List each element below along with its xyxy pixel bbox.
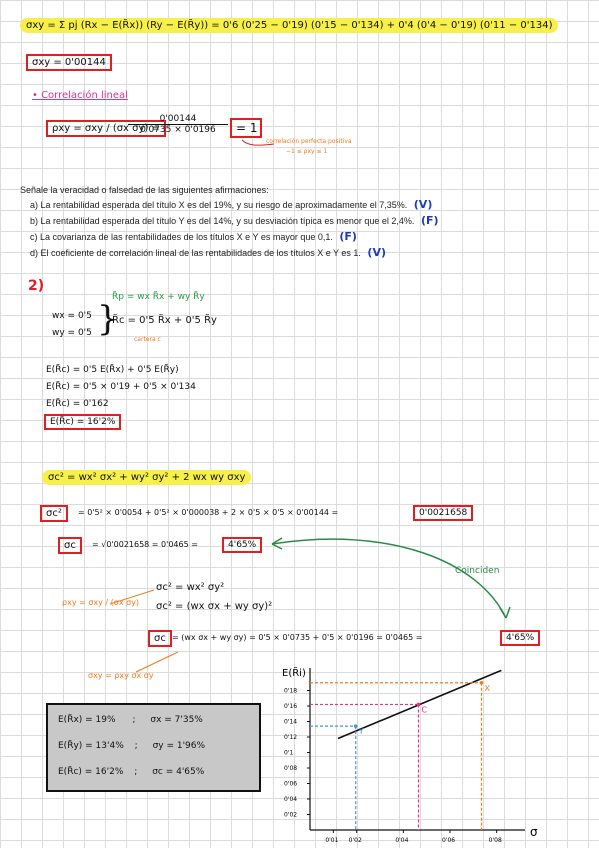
weight-x: wx = 0'5	[52, 311, 92, 321]
true-false-question	[20, 182, 580, 262]
x-axis-label: σ	[530, 825, 538, 839]
expected-line: E(R̃c) = 0'5 E(R̃x) + 0'5 E(R̃y)	[46, 365, 179, 375]
portfolio-formula: R̃p = wx R̃x + wy R̃y	[112, 292, 205, 302]
question-letter: c)	[30, 232, 38, 242]
variance-formula	[42, 472, 251, 483]
question-text: La rentabilidad esperada del título X es del 19%, y su riesgo de aproximadamente el 7,35%.	[40, 200, 408, 210]
y-tick-label: 0'12	[284, 734, 298, 741]
cov-note: σxy = ρxy σx σy	[88, 671, 154, 680]
summary-sd: σc = 4'65%	[152, 767, 205, 777]
y-tick-label: 0'02	[284, 811, 298, 819]
efficient-frontier-chart	[270, 660, 560, 844]
variance-formula-text: σc² = wx² σx² + wy² σy² + 2 wx wy σxy	[42, 470, 251, 485]
data-point-label: C	[421, 705, 428, 715]
question-item	[20, 198, 580, 211]
x-tick-label: 0'08	[488, 837, 502, 844]
correlation-heading: • Correlación lineal	[32, 90, 128, 101]
correlation-note-line1: correlación perfecta positiva	[266, 138, 352, 145]
correlation-result: = 1	[230, 118, 262, 138]
variance-result: 0'0021658	[413, 505, 473, 521]
correlation-note-arrow	[238, 138, 278, 152]
summary-row: E(R̃y) = 13'4% ; σy = 1'96%	[58, 741, 206, 751]
coinciden-label: Coinciden	[455, 566, 500, 576]
question-text: El coeficiente de correlación lineal de las rentabilidades de los títulos X e Y es 1.	[40, 248, 361, 258]
y-tick-label: 0'06	[284, 780, 298, 788]
correlation-denominator: 0'0735 × 0'0196	[140, 125, 216, 135]
perfect-variance-line2: σc² = (wx σx + wy σy)²	[156, 601, 273, 612]
summary-mean: E(R̃c) = 16'2%	[58, 767, 124, 777]
data-point-label: Y	[358, 727, 364, 737]
correlation-lhs: ρxy = σxy / (σx σy) =	[46, 120, 166, 137]
y-tick-label: 0'14	[284, 718, 298, 726]
covariance-formula-text: σxy = Σ pj (Rx − E(R̃x)) (Ry − E(R̃y)) = 0'6 (0'25 − 0'19) (0'15 − 0'134) + 0'4 (0'4 − 0'19) (0'11 − 0'134)	[20, 18, 558, 33]
cov-note-arrow	[134, 648, 184, 676]
summary-row: E(R̃x) = 19% ; σx = 7'35%	[58, 715, 203, 725]
data-point	[354, 724, 358, 728]
perfect-variance	[156, 578, 272, 616]
correlation-note-line2: −1 ≤ ρxy ≤ 1	[286, 148, 328, 155]
perfect-variance-line1: σc² = wx² σy²	[156, 582, 225, 593]
expected-line: E(R̃c) = 0'5 × 0'19 + 0'5 × 0'134	[46, 382, 196, 392]
y-tick-label: 0'16	[284, 703, 298, 710]
expected-line: E(R̃c) = 0'162	[46, 399, 109, 409]
summary-mean: E(R̃y) = 13'4%	[58, 741, 124, 751]
rho-note-arrow	[108, 586, 158, 608]
x-tick-label: 0'04	[395, 837, 409, 844]
question-letter: a)	[30, 200, 39, 210]
x-tick-label: 0'06	[442, 837, 456, 844]
sd-calc: = √0'0021658 = 0'0465 =	[92, 540, 198, 549]
question-letter: d)	[30, 248, 39, 258]
correlation-note	[266, 137, 352, 157]
perfect-sd-result: 4'65%	[500, 630, 540, 646]
correlation-numerator: 0'00144	[128, 114, 228, 125]
rho-note: ρxy = σxy / (σx σy)	[62, 598, 140, 607]
data-point-label: X	[484, 683, 490, 693]
summary-mean: E(R̃x) = 19%	[58, 715, 116, 725]
question-answer: (V)	[413, 198, 433, 211]
portfolio-c-formula: R̃c = 0'5 R̃x + 0'5 R̃y	[112, 315, 217, 326]
y-axis-label: E(R̃i)	[282, 668, 306, 679]
sd-result: 4'65%	[222, 537, 262, 553]
question-text: La rentabilidad esperada del título Y es del 14%, y su desviación típica es menor que el 2,4%.	[40, 216, 415, 226]
sd-lhs: σc	[58, 537, 82, 554]
y-tick-label: 0'04	[284, 796, 298, 803]
part-number: 2)	[28, 278, 45, 294]
summary-sd: σx = 7'35%	[150, 715, 203, 725]
correlation-fraction	[128, 114, 228, 135]
cartera-label: cartera c	[134, 336, 161, 343]
variance-lhs: σc²	[40, 505, 68, 522]
question-letter: b)	[30, 216, 39, 226]
covariance-formula	[20, 20, 558, 31]
x-tick-label: 0'01	[325, 837, 339, 844]
y-tick-label: 0'08	[284, 765, 298, 772]
question-item	[20, 214, 580, 227]
summary-box	[46, 703, 261, 792]
question-prompt: Señale la veracidad o falsedad de las siguientes afirmaciones:	[20, 185, 269, 195]
question-item	[20, 230, 580, 243]
y-tick-label: 0'18	[284, 687, 298, 695]
y-tick-label: 0'1	[284, 749, 294, 757]
weights-brace: }	[97, 299, 119, 339]
x-tick-label: 0'02	[348, 837, 362, 844]
coinciden-arrow	[268, 530, 518, 630]
weights	[52, 308, 92, 342]
question-answer: (F)	[339, 230, 357, 243]
question-answer: (F)	[420, 214, 439, 227]
summary-sd: σy = 1'96%	[152, 741, 206, 751]
question-item	[20, 246, 580, 259]
variance-calc: = 0'5² × 0'0054 + 0'5² × 0'000038 + 2 × 0'5 × 0'5 × 0'00144 =	[78, 508, 339, 517]
summary-row: E(R̃c) = 16'2% ; σc = 4'65%	[58, 767, 205, 777]
question-text: La covarianza de las rentabilidades de los títulos X e Y es mayor que 0,1.	[40, 232, 333, 242]
weight-y: wy = 0'5	[52, 328, 92, 338]
question-answer: (V)	[367, 246, 386, 259]
expected-return-result: E(R̃c) = 16'2%	[44, 414, 121, 430]
perfect-sd-lhs: σc	[148, 630, 172, 647]
data-point	[417, 703, 421, 707]
data-point	[480, 681, 484, 685]
perfect-sd-rhs: = (wx σx + wy σy) = 0'5 × 0'0735 + 0'5 × 0'0196 = 0'0465 =	[172, 633, 423, 642]
expected-return-lines	[46, 362, 196, 413]
covariance-result: σxy = 0'00144	[26, 54, 112, 71]
